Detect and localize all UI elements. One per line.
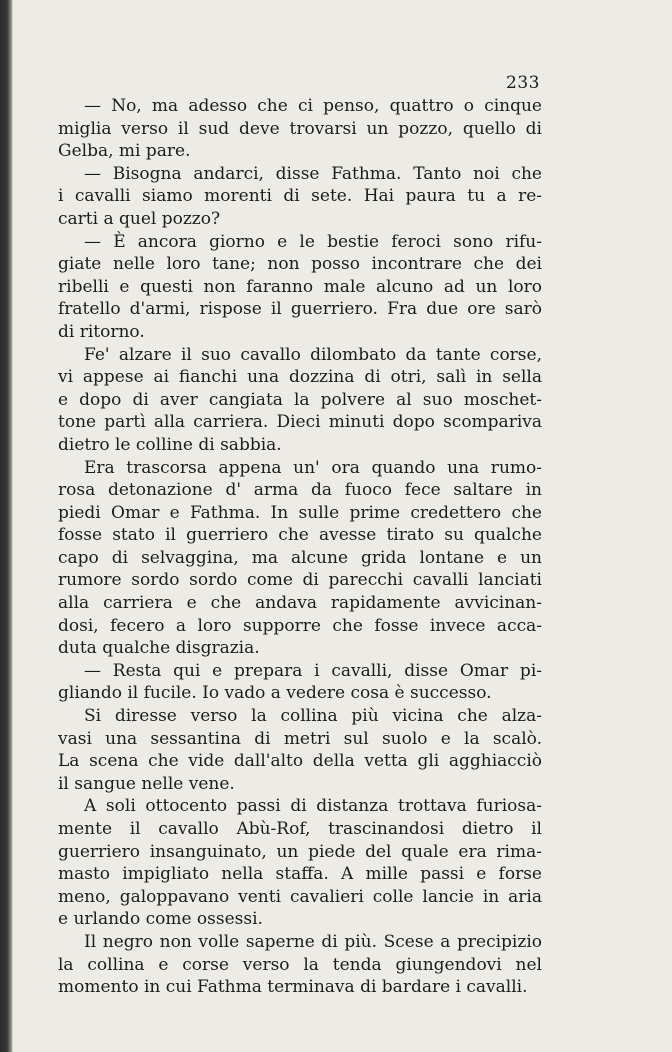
- text-line: Gelba, mi pare.: [58, 141, 191, 162]
- text-line: masto impigliato nella staffa. A mille passi e forse: [58, 864, 542, 885]
- text-line: la collina e corse verso la tenda giungendovi nel: [58, 954, 542, 975]
- text-line: — Bisogna andarci, disse Fathma. Tanto noi che: [84, 163, 542, 184]
- text-line: di ritorno.: [58, 321, 145, 342]
- text-line: ribelli e questi non faranno male alcuno ad un loro: [58, 276, 542, 297]
- text-line: guerriero insanguinato, un piede del quale era rima-: [58, 841, 542, 862]
- text-line: i cavalli siamo morenti di sete. Hai paura tu a re-: [58, 186, 542, 207]
- text-line: piedi Omar e Fathma. In sulle prime credettero che: [58, 502, 542, 523]
- text-line: Il negro non volle saperne di più. Scese a precipizio: [84, 931, 542, 952]
- text-line: capo di selvaggina, ma alcune grida lontane e un: [58, 547, 542, 568]
- text-line: vi appese ai fianchi una dozzina di otri, salì in sella: [58, 367, 542, 388]
- text-line: tone partì alla carriera. Dieci minuti dopo scompariva: [58, 412, 542, 433]
- text-line: vasi una sessantina di metri sul suolo e la scalò.: [58, 728, 542, 749]
- text-line: dosi, fecero a loro supporre che fosse invece acca-: [58, 615, 542, 636]
- text-line: rumore sordo sordo come di parecchi cavalli lanciati: [58, 570, 542, 591]
- text-line: alla carriera e che andava rapidamente avvicinan-: [58, 593, 542, 614]
- text-line: meno, galoppavano venti cavalieri colle lancie in aria: [58, 886, 542, 907]
- text-line: e dopo di aver cangiata la polvere al suo moschet-: [58, 389, 542, 410]
- text-line: carti a quel pozzo?: [58, 208, 221, 229]
- text-line: momento in cui Fathma terminava di bardare i cavalli.: [58, 977, 528, 998]
- text-line: duta qualche disgrazia.: [58, 638, 260, 659]
- text-line: La scena che vide dall'alto della vetta gli agghiacciò: [58, 751, 542, 772]
- text-line: miglia verso il sud deve trovarsi un pozzo, quello di: [58, 118, 542, 139]
- text-line: Era trascorsa appena un' ora quando una rumo-: [84, 457, 542, 478]
- text-line: fosse stato il guerriero che avesse tirato su qualche: [58, 525, 542, 546]
- text-line: Si diresse verso la collina più vicina che alza-: [84, 706, 542, 727]
- body-text: [58, 95, 542, 999]
- text-line: e urlando come ossessi.: [58, 909, 263, 930]
- page-number: 233: [506, 73, 540, 93]
- book-spine-shadow: [0, 0, 13, 1052]
- text-line: — Resta qui e prepara i cavalli, disse Omar pi-: [84, 660, 542, 681]
- text-line: rosa detonazione d' arma da fuoco fece saltare in: [58, 480, 542, 501]
- text-line: giate nelle loro tane; non posso incontrare che dei: [58, 254, 542, 275]
- text-line: — No, ma adesso che ci penso, quattro o cinque: [84, 96, 542, 116]
- text-line: mente il cavallo Abù-Rof, trascinandosi dietro il: [58, 819, 542, 839]
- text-line: dietro le colline di sabbia.: [58, 434, 282, 455]
- text-line: — È ancora giorno e le bestie feroci sono rifu-: [84, 231, 542, 252]
- text-line: il sangue nelle vene.: [58, 773, 235, 794]
- text-line: gliando il fucile. Io vado a vedere cosa è successo.: [58, 683, 492, 704]
- text-line: Fe' alzare il suo cavallo dilombato da tante corse,: [84, 344, 542, 365]
- text-line: fratello d'armi, rispose il guerriero. Fra due ore sarò: [58, 299, 542, 320]
- text-line: A soli ottocento passi di distanza trottava furiosa-: [84, 796, 542, 817]
